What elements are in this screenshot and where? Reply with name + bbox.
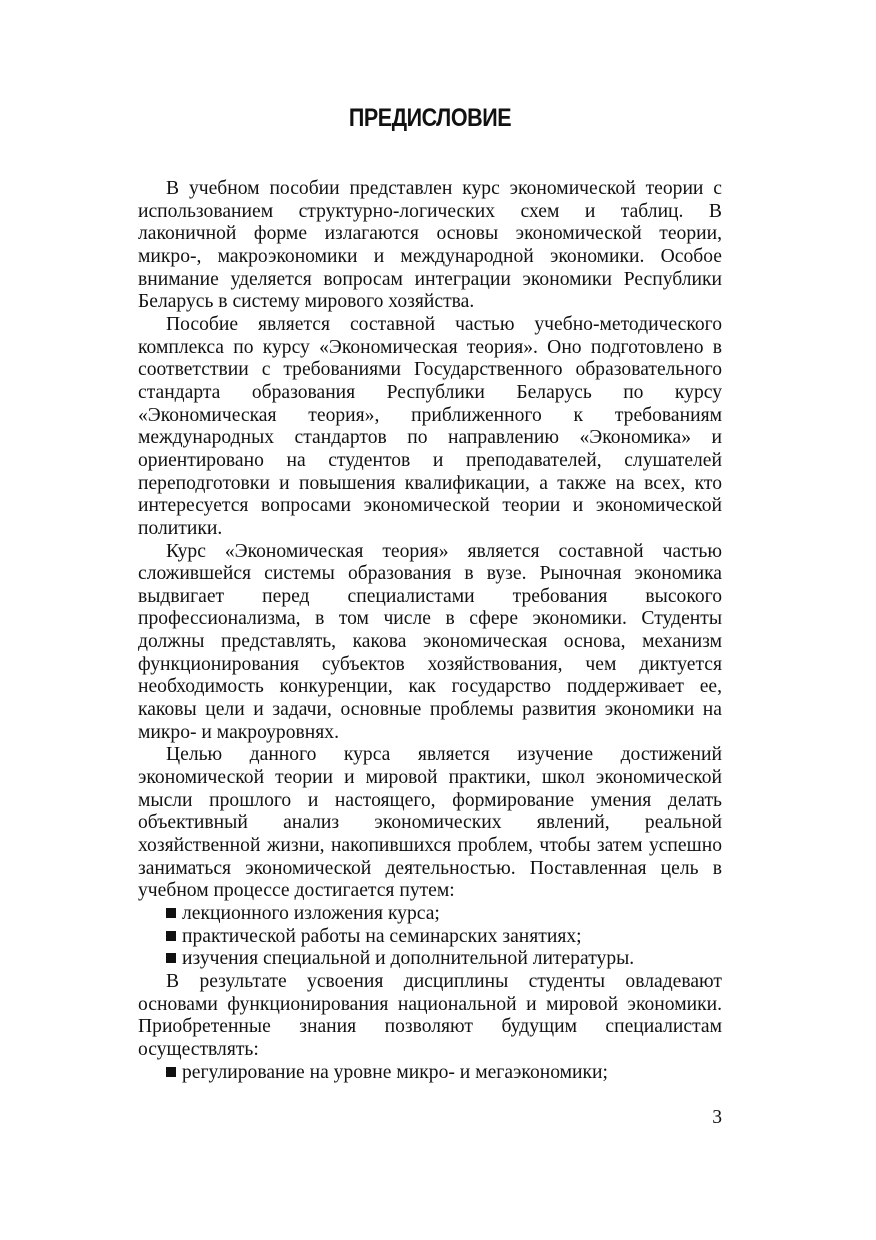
square-bullet-icon [166,1067,176,1077]
list-item-text: изучения специальной и дополнительной литературы. [182,948,635,970]
paragraph-5: В результате усвоения дисциплины студенты овладевают основами функционирования национальной и мировой экономики. Приобретенные знания позволяют будущим специалистам осуществлять: [138,970,722,1060]
list-item [138,903,722,926]
list-item [138,948,722,971]
list-item [138,926,722,949]
square-bullet-icon [166,953,176,963]
paragraph-4: Целью данного курса является изучение достижений экономической теории и мировой практики, школ экономической мысли прошлого и настоящего, формирование умения делать объективный анализ экономических явлений, реальной хозяйственной жизни, накопившихся проблем, чтобы затем успешно заниматься экономической деятельностью. Поставленная цель в учебном процессе достигается путем: [138,744,722,902]
page-body [138,178,722,1084]
list-item [138,1062,722,1085]
paragraph-2: Пособие является составной частью учебно-методического комплекса по курсу «Экономическая теория». Оно подготовлено в соответствии с требованиями Государственного образовательного стандарта образования Республики Беларусь по курсу «Экономическая теория», приближенного к требованиям международных стандартов по направлению «Экономика» и ориентировано на студентов и преподавателей, слушателей переподготовки и повышения квалификации, а также на всех, кто интересуется вопросами экономической теории и экономической политики. [138,313,722,539]
skills-list [138,1062,722,1085]
page-title: ПРЕДИСЛОВИЕ [348,104,512,132]
paragraph-1: В учебном пособии представлен курс экономической теории с использованием структурно-логических схем и таблиц. В лаконичной форме излагаются основы экономической теории, микро-, макроэкономики и международной экономики. Особое внимание уделяется вопросам интеграции экономики Республики Беларусь в систему мирового хозяйства. [138,178,722,313]
list-item-text: лекционного изложения курса; [182,903,440,924]
list-item-text: регулирование на уровне микро- и мегаэкономики; [182,1061,608,1083]
square-bullet-icon [166,931,176,941]
paragraph-3: Курс «Экономическая теория» является составной частью сложившейся системы образования в вузе. Рыночная экономика выдвигает перед специалистами требования высокого профессионализма, в том числе в сфере экономики. Студенты должны представлять, какова экономическая основа, механизм функционирования субъектов хозяйствования, чем диктуется необходимость конкуренции, как государство поддерживает ее, каковы цели и задачи, основные проблемы развития экономики на микро- и макроуровнях. [138,540,722,743]
book-page [138,0,722,1240]
method-list [138,903,722,971]
list-item-text: практической работы на семинарских занятиях; [182,925,582,947]
square-bullet-icon [166,908,176,918]
page-number: 3 [712,1107,722,1128]
